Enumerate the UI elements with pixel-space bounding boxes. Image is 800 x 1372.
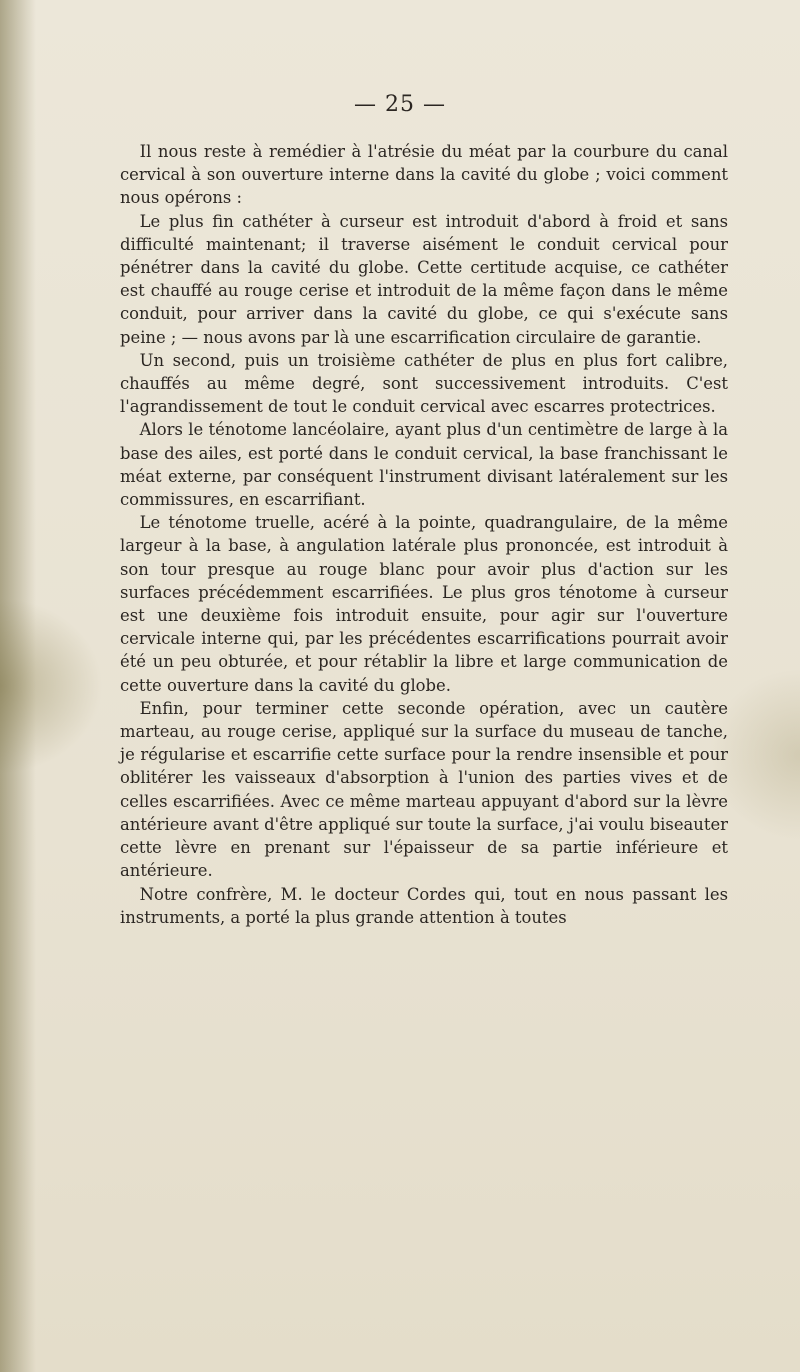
- binding-gutter-shadow: [0, 0, 36, 1372]
- paragraph-atresie: Il nous reste à remédier à l'atrésie du méat par la courbure du canal cervical à son ouverture interne dans la cavité du globe ; voici comment nous opérons :: [120, 142, 728, 208]
- paragraph-cautere-marteau: Enfin, pour terminer cette seconde opération, avec un cautère marteau, au rouge cerise, appliqué sur la surface du museau de tanche, je régularise et escarrifie cette surface pour la rendre insensible et pour oblitérer les vaisseaux d'absorption à l'union des parties vives et de celles escarrifiées. Avec ce même marteau appuyant d'abord sur la lèvre antérieure avant d'être appliqué sur toute la surface, j'ai voulu biseauter cette lèvre en prenant sur l'épaisseur de sa partie inférieure et antérieure.: [120, 698, 728, 881]
- body-text: [120, 140, 728, 929]
- paragraph-docteur-cordes: Notre confrère, M. le docteur Cordes qui, tout en nous passant les instruments, a porté la plus grande attention à toutes: [120, 884, 728, 927]
- paragraph-tenotome-truelle: Le ténotome truelle, acéré à la pointe, quadrangulaire, de la même largeur à la base, à angulation latérale plus prononcée, est introduit à son tour presque au rouge blanc pour avoir plus d'action sur les surfaces précédemment escarrifiées. Le plus gros ténotome à curseur est une deuxième fois introduit ensuite, pour agir sur l'ouverture cervicale interne qui, par les précédentes escarrifications pourrait avoir été un peu obturée, et pour rétablir la libre et large communication de cette ouverture dans la cavité du globe.: [120, 513, 728, 695]
- page-number: — 25 —: [354, 92, 446, 117]
- paragraph-tenotome-lanceolaire: Alors le ténotome lancéolaire, ayant plus d'un centimètre de large à la base des ailes, est porté dans le conduit cervical, la base franchissant le méat externe, par conséquent l'instrument divisant latéralement sur les commissures, en escarrifiant.: [120, 420, 728, 510]
- paragraph-catheter-fin: Le plus fin cathéter à curseur est introduit d'abord à froid et sans difficulté maintenant; il traverse aisément le conduit cervical pour pénétrer dans la cavité du globe. Cette certitude acquise, ce cathéter est chauffé au rouge cerise et introduit de la même façon dans le même conduit, pour arriver dans la cavité du globe, ce qui s'exécute sans peine ; — nous avons par là une escarrification circulaire de garantie.: [120, 211, 728, 347]
- paragraph-second-catheter: Un second, puis un troisième cathéter de plus en plus fort calibre, chauffés au même degré, sont successivement introduits. C'est l'agrandissement de tout le conduit cervical avec escarres protectrices.: [120, 350, 728, 417]
